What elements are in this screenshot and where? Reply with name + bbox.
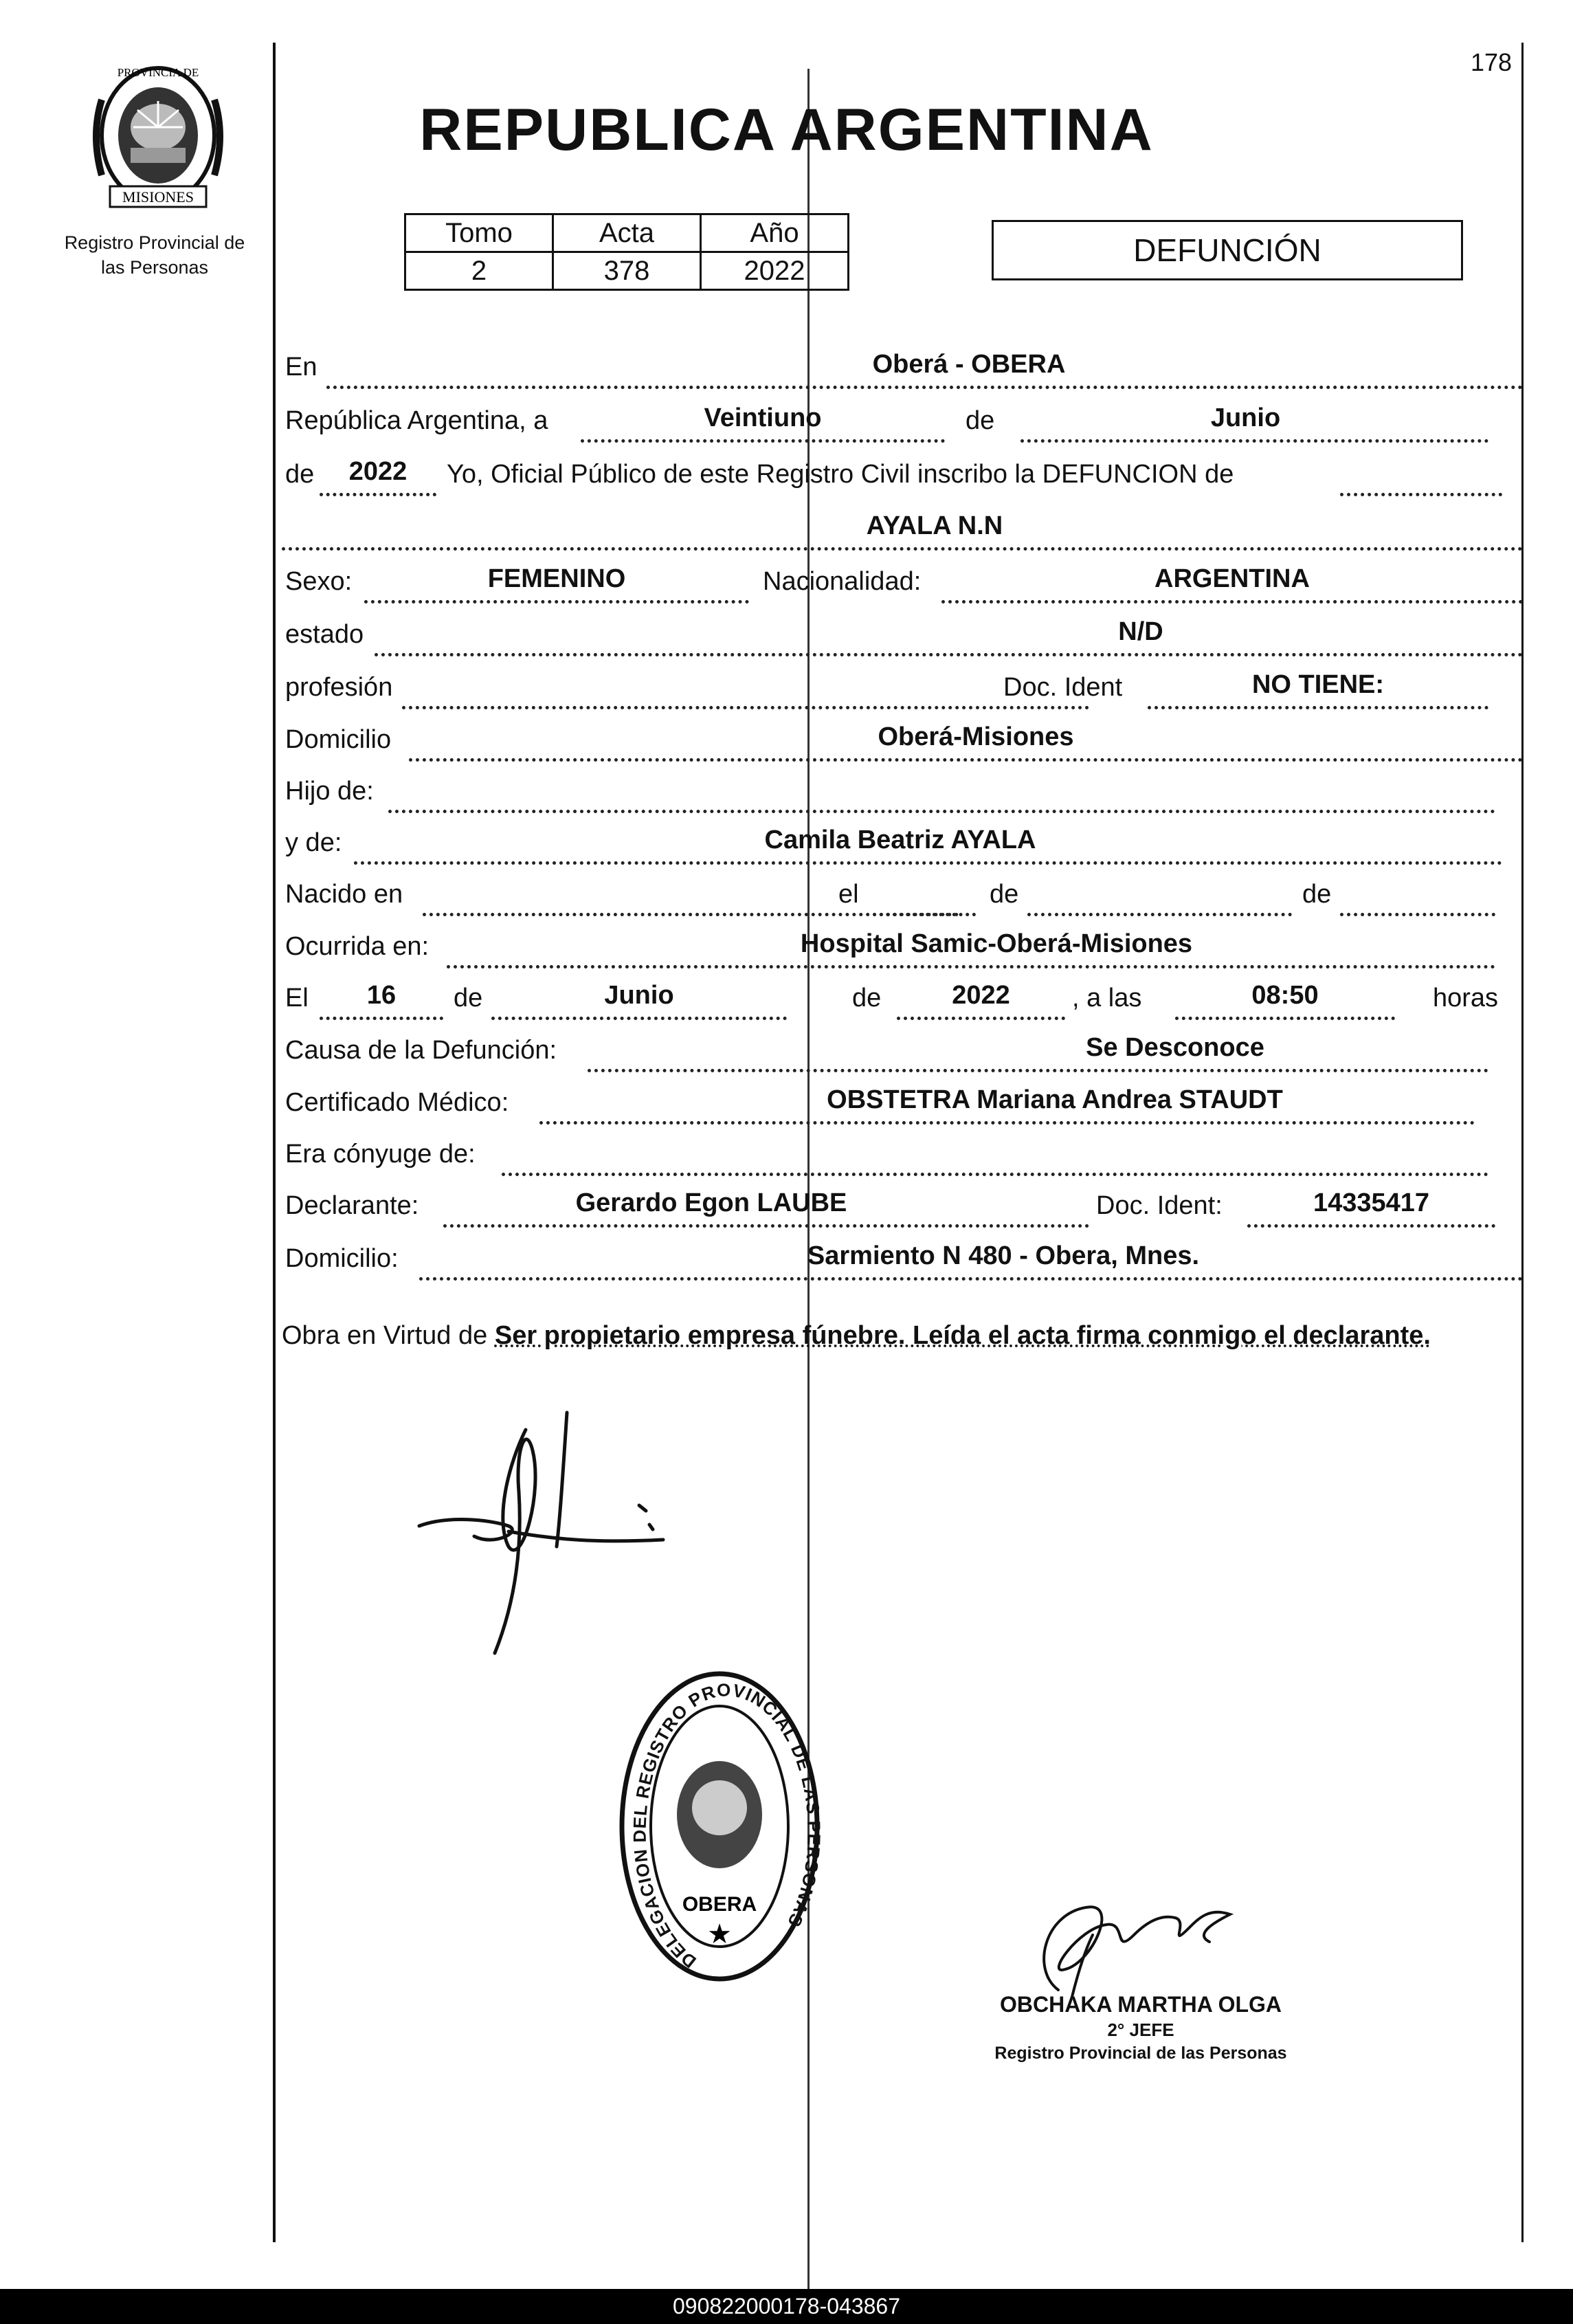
el-cap-label: El (285, 984, 309, 1012)
hijo-label: Hijo de: (285, 777, 374, 806)
registry-label: Registro Provincial de las Personas (64, 232, 245, 278)
conyuge-label: Era cónyuge de: (285, 1140, 476, 1169)
doc-label: Doc. Ident (1003, 673, 1123, 702)
el-label: el (838, 880, 859, 909)
document-type-box (992, 220, 1463, 280)
document-type: DEFUNCIÓN (1133, 232, 1321, 268)
profesion-label: profesión (285, 673, 393, 702)
seal-top-text: PROVINCIA DE (117, 66, 199, 79)
registry-stamp (615, 1667, 825, 1987)
declarante-label: Declarante: (285, 1191, 419, 1220)
de-label-4: de (454, 984, 483, 1012)
line-fecha (282, 397, 1523, 445)
de-label-3: de (1302, 880, 1332, 909)
year-written-value: 2022 (348, 457, 408, 486)
declarant-signature (405, 1409, 680, 1663)
acta-header: Acta (553, 214, 701, 252)
statement-text: Yo, Oficial Público de este Registro Civil inscribo la DEFUNCION de (447, 460, 1234, 489)
line-declarante (282, 1182, 1523, 1230)
line-fecha-defuncion (282, 975, 1523, 1023)
sexo-label: Sexo: (285, 567, 353, 596)
de-label-2: de (990, 880, 1019, 909)
obra-label: Obra en Virtud de (282, 1321, 488, 1350)
line-hijo (282, 768, 1523, 816)
nacionalidad-value: ARGENTINA (1154, 564, 1310, 593)
causa-value: Se Desconoce (1086, 1033, 1264, 1062)
deceased-name: AYALA N.N (866, 511, 1003, 540)
death-year: 2022 (952, 981, 1010, 1010)
obra-statement (282, 1318, 1519, 1353)
officer-office: Registro Provincial de las Personas (994, 2044, 1287, 2063)
month-value: Junio (1210, 403, 1281, 432)
nacionalidad-label: Nacionalidad: (763, 567, 922, 596)
line-sexo (282, 558, 1523, 606)
line-certificado (282, 1079, 1523, 1127)
stamp-ring-text: DELEGACION DEL REGISTRO PROVINCIAL DE LAS PERSONAS (629, 1679, 825, 1973)
officer-rank: 2° JEFE (1107, 2019, 1174, 2040)
certificado-label: Certificado Médico: (285, 1088, 509, 1117)
line-estado (282, 611, 1523, 659)
officer-signature (1003, 1887, 1251, 2004)
de-label-5: de (852, 984, 882, 1012)
death-day: 16 (366, 981, 397, 1010)
left-margin-rule (273, 43, 276, 2242)
domicilio2-label: Domicilio: (285, 1244, 399, 1273)
line-ocurrida (282, 923, 1523, 971)
nacido-label: Nacido en (285, 880, 403, 909)
stamp-star-icon: ★ (707, 1919, 732, 1949)
page-title: REPUBLICA ARGENTINA (419, 97, 1154, 163)
alas-label: , a las (1072, 984, 1142, 1012)
estado-value: N/D (1118, 617, 1163, 646)
doc-value: NO TIENE: (1251, 670, 1385, 699)
line-statement (282, 451, 1523, 499)
sexo-value: FEMENINO (487, 564, 626, 593)
line-nacido (282, 871, 1523, 919)
line-en (282, 344, 1523, 392)
seal-bottom-text: MISIONES (122, 188, 194, 206)
stamp-city: OBERA (682, 1893, 757, 1916)
domicilio-label: Domicilio (285, 725, 392, 754)
ocurrida-label: Ocurrida en: (285, 932, 429, 961)
tomo-acta-year-table (404, 213, 849, 291)
de-year-label: de (285, 460, 315, 489)
acta-value: 378 (553, 252, 701, 290)
line-profesion (282, 664, 1523, 712)
death-month: Junio (604, 981, 674, 1010)
domicilio-value: Oberá-Misiones (878, 722, 1074, 751)
tomo-header: Tomo (405, 214, 553, 252)
doc-ident-label: Doc. Ident: (1096, 1191, 1223, 1220)
line-name (282, 505, 1523, 553)
line-causa (282, 1027, 1523, 1075)
certificado-value: OBSTETRA Mariana Andrea STAUDT (827, 1085, 1283, 1114)
line-domicilio-declarante (282, 1235, 1523, 1283)
ocurrida-value: Hospital Samic-Oberá-Misiones (800, 929, 1193, 958)
death-time: 08:50 (1251, 981, 1319, 1010)
year-value: 2022 (701, 252, 849, 290)
estado-label: estado (285, 620, 364, 649)
de-label: de (966, 406, 995, 435)
en-label: En (285, 353, 317, 381)
line-yde (282, 819, 1523, 867)
yde-value: Camila Beatriz AYALA (764, 826, 1036, 854)
line-conyuge (282, 1131, 1523, 1179)
footer-code: 090822000178-043867 (0, 2289, 1573, 2324)
line-domicilio (282, 716, 1523, 764)
yde-label: y de: (285, 828, 342, 857)
republica-label: República Argentina, a (285, 406, 548, 435)
en-value: Oberá - OBERA (872, 350, 1066, 379)
declarante-value: Gerardo Egon LAUBE (575, 1188, 847, 1217)
domicilio2-value: Sarmiento N 480 - Obera, Mnes. (807, 1241, 1200, 1270)
horas-label: horas (1433, 984, 1499, 1012)
page-number: 178 (1471, 48, 1513, 76)
year-header: Año (701, 214, 849, 252)
tomo-value: 2 (405, 252, 553, 290)
obra-value: Ser propietario empresa fúnebre. Leída el acta firma conmigo el declarante. (494, 1321, 1431, 1350)
doc-ident-value: 14335417 (1313, 1188, 1430, 1217)
day-value: Veintiuno (704, 403, 822, 432)
officer-name: OBCHAKA MARTHA OLGA (999, 1992, 1282, 2017)
causa-label: Causa de la Defunción: (285, 1036, 557, 1065)
